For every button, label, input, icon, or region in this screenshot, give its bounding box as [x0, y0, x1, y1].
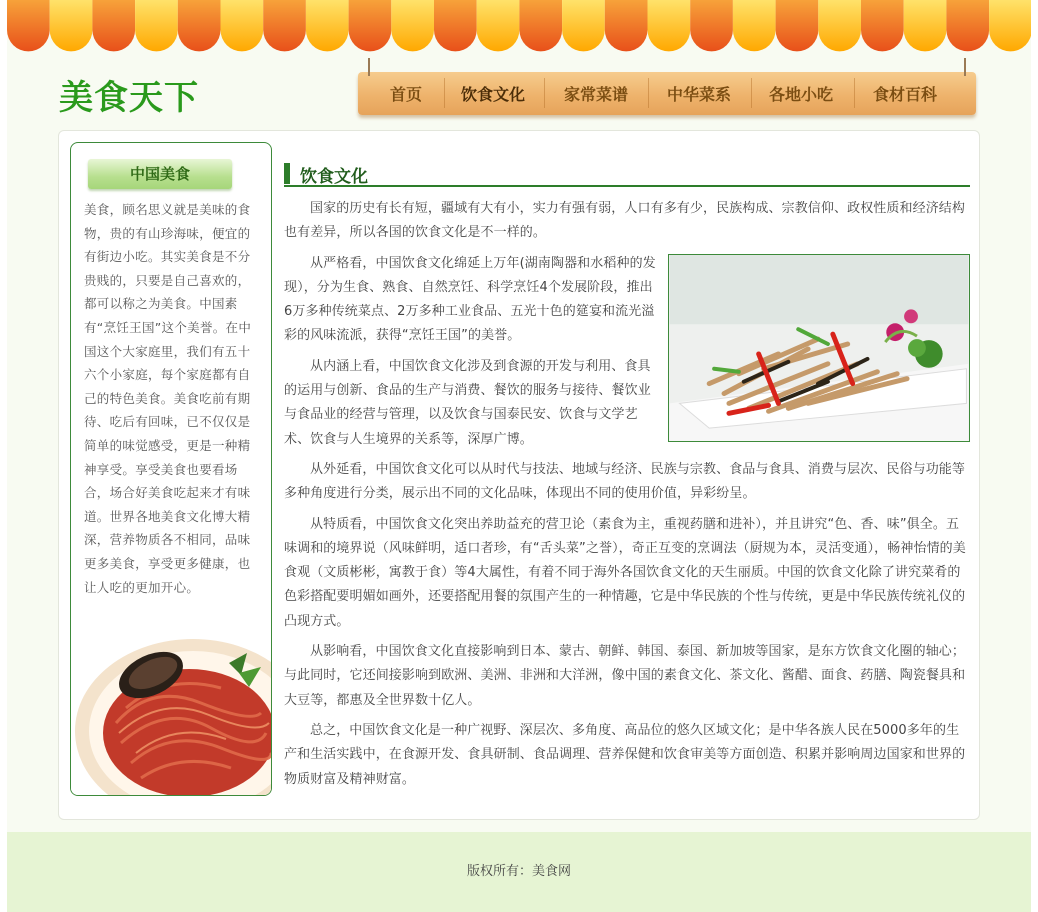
awning-scallop: [519, 0, 562, 51]
main-container: [58, 130, 980, 820]
awning-scallop: [434, 0, 477, 51]
sidebar-title: 中国美食: [88, 159, 232, 189]
article: [284, 197, 970, 798]
awning-scallop: [263, 0, 306, 51]
awning-scallop: [349, 0, 392, 51]
article-paragraph: 从外延看，中国饮食文化可以从时代与技法、地域与经济、民族与宗教、食品与食具、消费与层次、民俗与功能等多种角度进行分类，展示出不同的文化品味，体现出不同的使用价值，异彩纷呈。: [284, 461, 966, 502]
nav-item-home-recipes[interactable]: 家常菜谱: [564, 85, 629, 104]
awning-scallop: [391, 0, 434, 51]
nav-item-home[interactable]: 首页: [390, 85, 423, 104]
awning-scallop: [178, 0, 221, 51]
nav-item-food-culture[interactable]: 饮食文化: [461, 85, 526, 104]
awning-scallop: [7, 0, 50, 51]
awning-scallop: [477, 0, 520, 51]
main-nav: [358, 72, 976, 115]
awning-scallop: [989, 0, 1031, 51]
content-title-bar: [284, 162, 970, 187]
article-paragraph: 从特质看，中国饮食文化突出养助益充的营卫论（素食为主，重视药膳和进补），并且讲究“色、香、味”俱全。五味调和的境界说（风味鲜明，适口者珍，有“舌头菜”之誉），奇正互变的烹调法（厨规为本，灵活变通），畅神怡情的美食观（文质彬彬，寓教于食）等4大属性，有着不同于海外各国饮食文化的天生丽质。中国的饮食文化除了讲究菜肴的色彩搭配要明媚如画外，还要搭配用餐的氛围产生的一种情趣，它是中华民族的个性与传统，更是中华民族传统礼仪的凸现方式。: [284, 516, 966, 629]
awning-scallop: [306, 0, 349, 51]
article-paragraph: 从影响看，中国饮食文化直接影响到日本、蒙古、朝鲜、韩国、泰国、新加坡等国家，是东方饮食文化圈的轴心；与此同时，它还间接影响到欧洲、美洲、非洲和大洋洲，像中国的素食文化、茶文化、酱醋、面食、药膳、陶瓷餐具和大豆等，都惠及全世界数十亿人。: [284, 644, 966, 708]
sidebar-text: 美食，顾名思义就是美味的食物，贵的有山珍海味，便宜的有街边小吃。其实美食是不分贵贱的，只要是自己喜欢的，都可以称之为美食。中国素有“烹饪王国”这个美誉。在中国这个大家庭里，我们有五十六个小家庭，每个家庭都有自己的特色美食。美食吃前有期待、吃后有回味，已不仅仅是简单的味觉感受，更是一种精神享受。享受美食也要看场合，场合好美食吃起来才有味道。世界各地美食文化博大精深，营养物质各不相同，品味更多美食，享受更多健康，也让人吃的更加开心。: [84, 202, 252, 595]
title-accent-bar: [284, 163, 290, 184]
article-paragraph: 总之，中国饮食文化是一种广视野、深层次、多角度、高品位的悠久区域文化；是中华各族人民在5000多年的生产和生活实践中，在食源开发、食具研制、食品调理、营养保健和饮食审美等方面创造、积累并影响周边国家和世界的物质财富及精神财富。: [284, 722, 966, 787]
nav-item-ingredients[interactable]: 食材百科: [873, 85, 938, 104]
awning-scallop: [733, 0, 776, 51]
food-dish-image: [668, 254, 970, 442]
awning-scallop: [861, 0, 904, 51]
article-paragraph: [284, 252, 970, 349]
nav-divider: [544, 78, 545, 108]
page: [7, 0, 1031, 912]
footer: [7, 832, 1031, 912]
awning-scallop: [50, 0, 93, 51]
nav-item-chinese-cuisines[interactable]: 中华菜系: [667, 85, 732, 104]
awning-scallop: [690, 0, 733, 51]
article-paragraph-text: 从严格看，中国饮食文化绵延上万年(湖南陶器和水稻种的发现），分为生食、熟食、自然烹饪、科学烹饪4个发展阶段，推出6万多种传统菜点、2万多种工业食品、五光十色的筵宴和流光溢彩的风味流派，获得“烹饪王国”的美誉。: [284, 255, 656, 344]
content-title: 饮食文化: [300, 167, 368, 187]
nav-divider: [648, 78, 649, 108]
noodle-dish-image: [71, 623, 272, 796]
awning-scallop: [776, 0, 819, 51]
awning-decoration: [7, 0, 1031, 54]
awning-scallop: [818, 0, 861, 51]
nav-divider: [751, 78, 752, 108]
footer-copyright: 版权所有：美食网: [466, 864, 571, 879]
article-paragraph: 国家的历史有长有短，疆域有大有小，实力有强有弱，人口有多有少，民族构成、宗教信仰、政权性质和经济结构也有差异，所以各国的饮食文化是不一样的。: [284, 201, 966, 241]
nav-rope-right: [964, 58, 966, 76]
awning-scallop: [562, 0, 605, 51]
awning-scallops: [7, 0, 1031, 54]
nav-rope-left: [368, 58, 370, 76]
awning-scallop: [904, 0, 947, 51]
awning-scallop: [135, 0, 178, 51]
awning-scallop: [946, 0, 989, 51]
nav-item-local-snacks[interactable]: 各地小吃: [769, 85, 834, 104]
awning-scallop: [648, 0, 691, 51]
site-logo[interactable]: 美食天下: [59, 78, 199, 118]
awning-scallop: [92, 0, 135, 51]
sidebar: [70, 142, 272, 796]
awning-scallop: [605, 0, 648, 51]
awning-scallop: [221, 0, 264, 51]
article-paragraph: 从内涵上看，中国饮食文化涉及到食源的开发与利用、食具的运用与创新、食品的生产与消费、餐饮的服务与接待、餐饮业与食品业的经营与管理，以及饮食与国泰民安、饮食与文学艺术、饮食与人生境界的关系等，深厚广博。: [284, 358, 651, 447]
nav-divider: [854, 78, 855, 108]
nav-divider: [444, 78, 445, 108]
